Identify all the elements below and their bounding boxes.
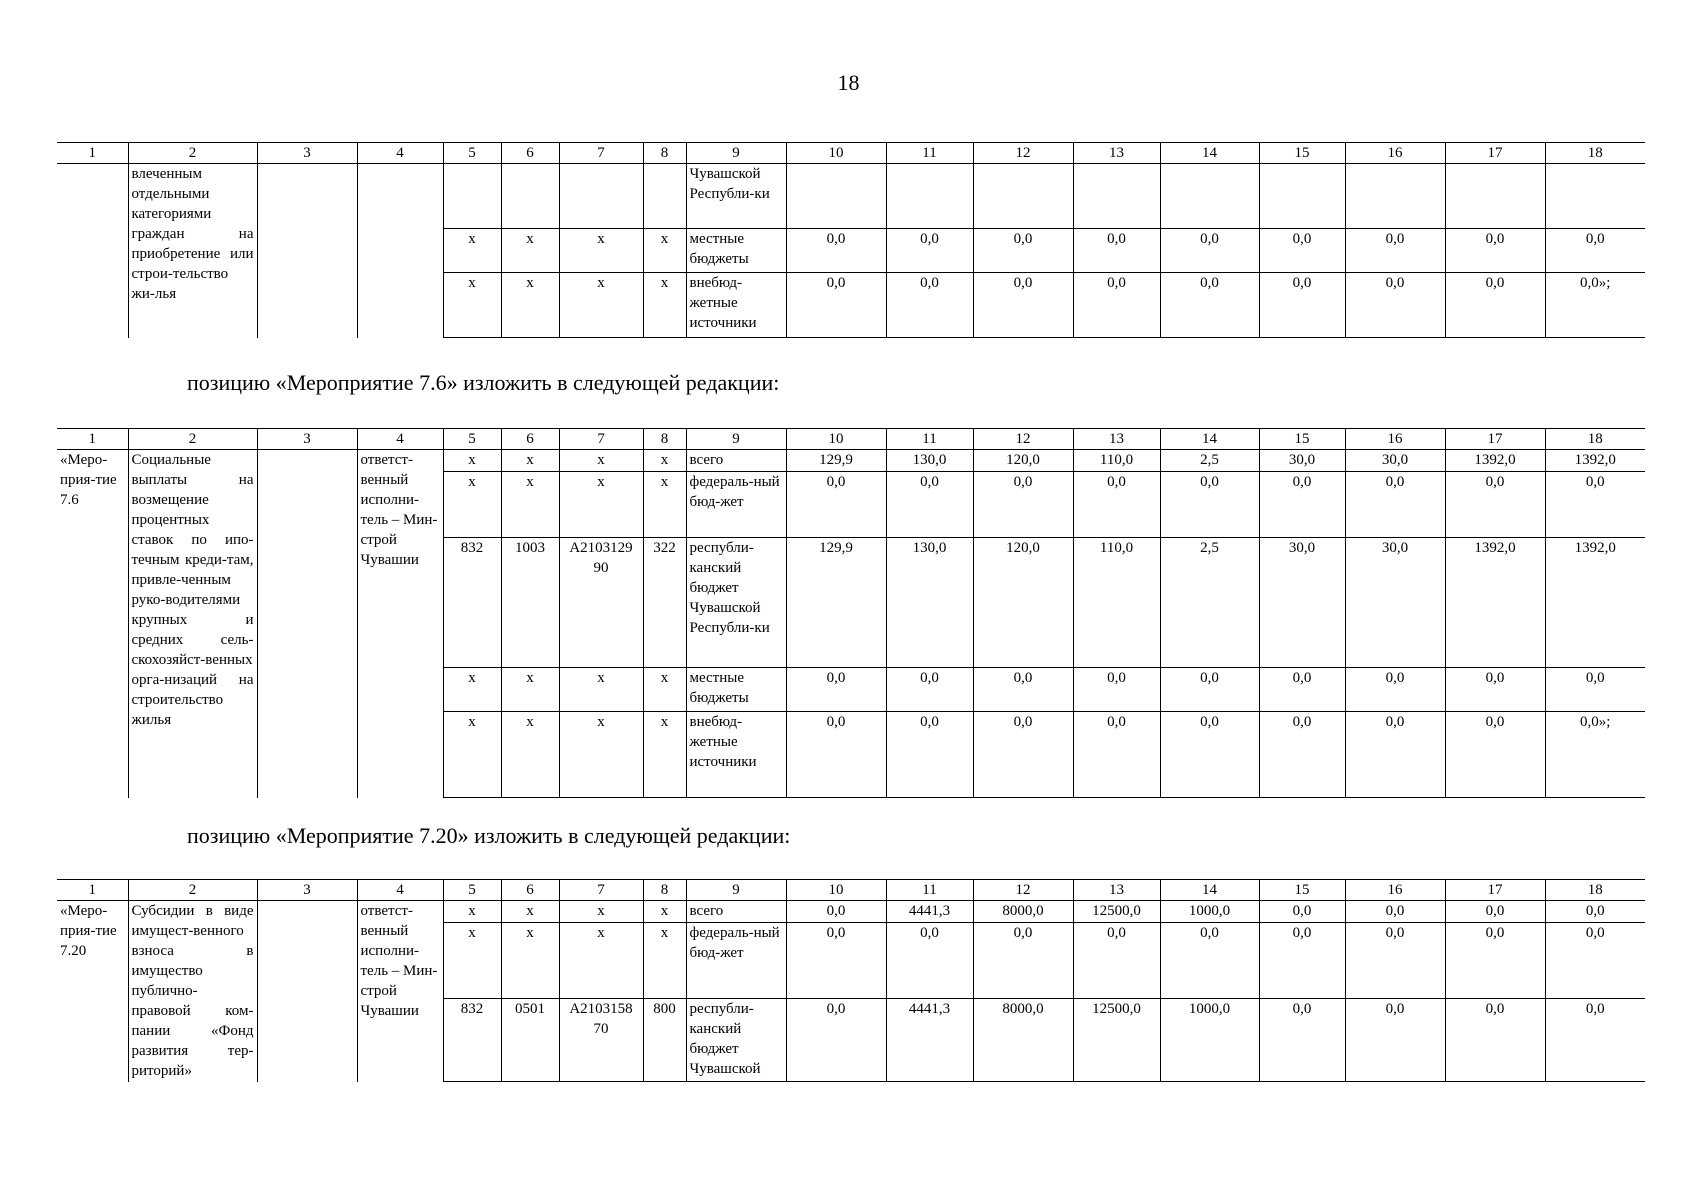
column-number: 11	[886, 143, 973, 164]
budget-table-measure-7-6	[57, 428, 1645, 798]
target-item-code: А2103129 90	[559, 538, 643, 668]
year-amount: 0,0	[1445, 901, 1545, 923]
column-number: 12	[973, 143, 1073, 164]
executor-cell	[357, 164, 443, 338]
section-code: х	[501, 923, 559, 999]
year-amount: 0,0	[1160, 712, 1259, 798]
year-amount: 0,0	[1345, 668, 1445, 712]
funding-source: Чувашской Республи-ки	[686, 164, 786, 229]
year-amount: 0,0	[786, 668, 886, 712]
expense-type-code: х	[643, 901, 686, 923]
year-amount: 130,0	[886, 450, 973, 472]
year-amount	[1345, 164, 1445, 229]
year-amount: 0,0	[1545, 668, 1645, 712]
funding-source: федераль-ный бюд-жет	[686, 472, 786, 538]
grbs-code: х	[443, 712, 501, 798]
column-number: 18	[1545, 429, 1645, 450]
year-amount: 0,0»;	[1545, 712, 1645, 798]
year-amount: 0,0	[1545, 472, 1645, 538]
target-item-code: х	[559, 712, 643, 798]
year-amount: 0,0	[973, 923, 1073, 999]
grbs-code: х	[443, 273, 501, 338]
column-number: 18	[1545, 143, 1645, 164]
year-amount: 0,0	[1073, 712, 1160, 798]
year-amount: 0,0	[786, 901, 886, 923]
column-number: 6	[501, 429, 559, 450]
target-item-code	[559, 164, 643, 229]
year-amount: 130,0	[886, 538, 973, 668]
year-amount: 2,5	[1160, 538, 1259, 668]
budget-table-measure-7-20	[57, 879, 1645, 1082]
grbs-code: 832	[443, 999, 501, 1082]
expense-type-code: х	[643, 273, 686, 338]
column-number: 8	[643, 143, 686, 164]
year-amount: 0,0	[1445, 712, 1545, 798]
year-amount: 30,0	[1259, 538, 1345, 668]
column-number: 8	[643, 429, 686, 450]
year-amount: 0,0	[1259, 273, 1345, 338]
column-number: 8	[643, 880, 686, 901]
column-number: 5	[443, 143, 501, 164]
column-number: 12	[973, 880, 1073, 901]
year-amount: 0,0	[786, 999, 886, 1082]
funding-source: местные бюджеты	[686, 668, 786, 712]
grbs-code: 832	[443, 538, 501, 668]
column-number: 7	[559, 880, 643, 901]
column-number: 3	[257, 880, 357, 901]
target-item-code: х	[559, 472, 643, 538]
section-code: 1003	[501, 538, 559, 668]
column-number: 16	[1345, 143, 1445, 164]
measure-code-cell: «Меро-прия-тие 7.6	[57, 450, 128, 798]
budget-table-continuation	[57, 142, 1645, 338]
section-code: х	[501, 273, 559, 338]
funding-source: федераль-ный бюд-жет	[686, 923, 786, 999]
year-amount: 0,0	[786, 472, 886, 538]
grbs-code: х	[443, 450, 501, 472]
grbs-code: х	[443, 668, 501, 712]
page-number: 18	[837, 70, 860, 95]
column-number: 4	[357, 143, 443, 164]
co-executor-cell	[257, 164, 357, 338]
funding-source: внебюд-жетные источники	[686, 712, 786, 798]
column-number: 4	[357, 880, 443, 901]
target-item-code: х	[559, 229, 643, 273]
funding-source: всего	[686, 450, 786, 472]
section-code: х	[501, 229, 559, 273]
year-amount: 0,0	[1445, 273, 1545, 338]
column-number: 4	[357, 429, 443, 450]
column-number: 10	[786, 880, 886, 901]
year-amount: 1392,0	[1545, 538, 1645, 668]
year-amount: 0,0	[1259, 712, 1345, 798]
column-number-row	[57, 880, 1645, 901]
column-number: 18	[1545, 880, 1645, 901]
year-amount: 2,5	[1160, 450, 1259, 472]
target-item-code: х	[559, 273, 643, 338]
year-amount: 1392,0	[1545, 450, 1645, 472]
year-amount: 0,0	[1345, 472, 1445, 538]
year-amount: 0,0	[886, 229, 973, 273]
column-number: 14	[1160, 880, 1259, 901]
year-amount	[786, 164, 886, 229]
section-code: 0501	[501, 999, 559, 1082]
column-number: 5	[443, 429, 501, 450]
column-number: 17	[1445, 429, 1545, 450]
section-code: х	[501, 472, 559, 538]
year-amount: 1000,0	[1160, 901, 1259, 923]
expense-type-code: 800	[643, 999, 686, 1082]
grbs-code	[443, 164, 501, 229]
year-amount: 0,0	[786, 273, 886, 338]
year-amount: 12500,0	[1073, 999, 1160, 1082]
expense-type-code: 322	[643, 538, 686, 668]
year-amount: 0,0	[886, 472, 973, 538]
executor-cell: ответст-венный исполни-тель – Мин-строй Чувашии	[357, 901, 443, 1082]
column-number: 1	[57, 143, 128, 164]
column-number: 13	[1073, 880, 1160, 901]
year-amount: 0,0	[1259, 999, 1345, 1082]
table-row	[57, 901, 1645, 923]
year-amount: 0,0	[1160, 229, 1259, 273]
section-code: х	[501, 901, 559, 923]
year-amount: 30,0	[1259, 450, 1345, 472]
table-row	[57, 450, 1645, 472]
column-number: 9	[686, 880, 786, 901]
year-amount: 0,0	[886, 273, 973, 338]
year-amount: 0,0	[1259, 668, 1345, 712]
column-number: 2	[128, 880, 257, 901]
year-amount: 0,0	[1160, 472, 1259, 538]
measure-name-cell: Субсидии в виде имущест-венного взноса в имущество публично-правовой ком-пании «Фонд развития тер-риторий»	[128, 901, 257, 1082]
year-amount: 0,0	[886, 923, 973, 999]
year-amount: 0,0	[1345, 901, 1445, 923]
section-code	[501, 164, 559, 229]
year-amount: 0,0	[886, 668, 973, 712]
expense-type-code	[643, 164, 686, 229]
year-amount: 12500,0	[1073, 901, 1160, 923]
year-amount: 0,0	[1160, 923, 1259, 999]
year-amount: 0,0	[1445, 999, 1545, 1082]
co-executor-cell	[257, 901, 357, 1082]
year-amount: 0,0	[886, 712, 973, 798]
column-number-row	[57, 429, 1645, 450]
target-item-code: А2103158 70	[559, 999, 643, 1082]
column-number: 1	[57, 429, 128, 450]
column-number-row	[57, 143, 1645, 164]
year-amount: 0,0	[1073, 229, 1160, 273]
funding-source: всего	[686, 901, 786, 923]
year-amount: 1392,0	[1445, 450, 1545, 472]
column-number: 5	[443, 880, 501, 901]
year-amount: 129,9	[786, 450, 886, 472]
year-amount: 0,0	[1545, 901, 1645, 923]
year-amount: 30,0	[1345, 538, 1445, 668]
funding-source: республи-канский бюджет Чувашской Республи-ки	[686, 538, 786, 668]
grbs-code: х	[443, 229, 501, 273]
year-amount: 1392,0	[1445, 538, 1545, 668]
grbs-code: х	[443, 472, 501, 538]
co-executor-cell	[257, 450, 357, 798]
column-number: 1	[57, 880, 128, 901]
year-amount: 0,0	[786, 923, 886, 999]
section-heading-7-20: позицию «Мероприятие 7.20» изложить в следующей редакции:	[187, 823, 791, 848]
expense-type-code: х	[643, 923, 686, 999]
year-amount: 0,0	[1545, 923, 1645, 999]
year-amount: 0,0	[786, 712, 886, 798]
year-amount	[973, 164, 1073, 229]
column-number: 9	[686, 143, 786, 164]
column-number: 14	[1160, 429, 1259, 450]
year-amount: 0,0	[1345, 273, 1445, 338]
funding-source: внебюд-жетные источники	[686, 273, 786, 338]
year-amount: 8000,0	[973, 901, 1073, 923]
column-number: 2	[128, 429, 257, 450]
year-amount: 0,0	[1259, 901, 1345, 923]
column-number: 10	[786, 429, 886, 450]
year-amount: 0,0	[1345, 923, 1445, 999]
measure-name-cell: Социальные выплаты на возмещение процентных ставок по ипо-течным креди-там, привле-ченным руко-водителями крупных и средних сель-скохозяйст-венных орга-низаций на строительство жилья	[128, 450, 257, 798]
year-amount: 0,0	[786, 229, 886, 273]
year-amount	[1545, 164, 1645, 229]
year-amount: 0,0	[1345, 712, 1445, 798]
column-number: 11	[886, 880, 973, 901]
year-amount: 0,0	[973, 668, 1073, 712]
section-code: х	[501, 668, 559, 712]
year-amount: 0,0	[973, 472, 1073, 538]
column-number: 15	[1259, 880, 1345, 901]
year-amount: 110,0	[1073, 538, 1160, 668]
column-number: 16	[1345, 880, 1445, 901]
year-amount: 0,0	[1073, 668, 1160, 712]
year-amount	[886, 164, 973, 229]
year-amount	[1073, 164, 1160, 229]
year-amount: 0,0	[1445, 472, 1545, 538]
column-number: 2	[128, 143, 257, 164]
year-amount: 0,0	[1160, 668, 1259, 712]
funding-source: местные бюджеты	[686, 229, 786, 273]
expense-type-code: х	[643, 229, 686, 273]
measure-code-cell: «Меро-прия-тие 7.20	[57, 901, 128, 1082]
grbs-code: х	[443, 923, 501, 999]
year-amount: 8000,0	[973, 999, 1073, 1082]
year-amount: 0,0	[973, 229, 1073, 273]
target-item-code: х	[559, 901, 643, 923]
column-number: 17	[1445, 143, 1545, 164]
year-amount: 110,0	[1073, 450, 1160, 472]
column-number: 6	[501, 143, 559, 164]
year-amount: 129,9	[786, 538, 886, 668]
target-item-code: х	[559, 450, 643, 472]
column-number: 16	[1345, 429, 1445, 450]
target-item-code: х	[559, 668, 643, 712]
expense-type-code: х	[643, 450, 686, 472]
year-amount: 0,0	[1545, 229, 1645, 273]
year-amount	[1259, 164, 1345, 229]
year-amount	[1160, 164, 1259, 229]
year-amount: 120,0	[973, 538, 1073, 668]
column-number: 9	[686, 429, 786, 450]
column-number: 12	[973, 429, 1073, 450]
year-amount: 0,0	[1445, 229, 1545, 273]
section-code: х	[501, 450, 559, 472]
year-amount: 4441,3	[886, 901, 973, 923]
column-number: 7	[559, 429, 643, 450]
column-number: 6	[501, 880, 559, 901]
executor-cell: ответст-венный исполни-тель – Мин-строй Чувашии	[357, 450, 443, 798]
year-amount: 0,0	[1073, 273, 1160, 338]
expense-type-code: х	[643, 472, 686, 538]
year-amount: 0,0	[1259, 923, 1345, 999]
year-amount: 120,0	[973, 450, 1073, 472]
measure-name-cell: влеченным отдельными категориями граждан на приобретение или строи-тельство жи-лья	[128, 164, 257, 338]
column-number: 3	[257, 429, 357, 450]
column-number: 7	[559, 143, 643, 164]
year-amount: 0,0	[1545, 999, 1645, 1082]
column-number: 14	[1160, 143, 1259, 164]
funding-source: республи-канский бюджет Чувашской	[686, 999, 786, 1082]
table-row	[57, 164, 1645, 229]
year-amount: 0,0	[1259, 472, 1345, 538]
section-heading-7-6: позицию «Мероприятие 7.6» изложить в следующей редакции:	[187, 370, 780, 395]
year-amount: 30,0	[1345, 450, 1445, 472]
year-amount: 0,0	[1445, 923, 1545, 999]
column-number: 3	[257, 143, 357, 164]
column-number: 13	[1073, 429, 1160, 450]
column-number: 17	[1445, 880, 1545, 901]
year-amount: 0,0	[1259, 229, 1345, 273]
column-number: 15	[1259, 143, 1345, 164]
year-amount: 1000,0	[1160, 999, 1259, 1082]
year-amount: 0,0	[1160, 273, 1259, 338]
year-amount: 0,0	[973, 712, 1073, 798]
section-code: х	[501, 712, 559, 798]
year-amount: 0,0	[1073, 923, 1160, 999]
measure-code-cell	[57, 164, 128, 338]
column-number: 13	[1073, 143, 1160, 164]
year-amount: 0,0	[1445, 668, 1545, 712]
expense-type-code: х	[643, 712, 686, 798]
column-number: 11	[886, 429, 973, 450]
year-amount: 0,0	[1345, 229, 1445, 273]
year-amount: 0,0	[1073, 472, 1160, 538]
expense-type-code: х	[643, 668, 686, 712]
column-number: 15	[1259, 429, 1345, 450]
year-amount: 0,0	[1345, 999, 1445, 1082]
grbs-code: х	[443, 901, 501, 923]
target-item-code: х	[559, 923, 643, 999]
year-amount: 4441,3	[886, 999, 973, 1082]
year-amount: 0,0»;	[1545, 273, 1645, 338]
year-amount: 0,0	[973, 273, 1073, 338]
year-amount	[1445, 164, 1545, 229]
column-number: 10	[786, 143, 886, 164]
